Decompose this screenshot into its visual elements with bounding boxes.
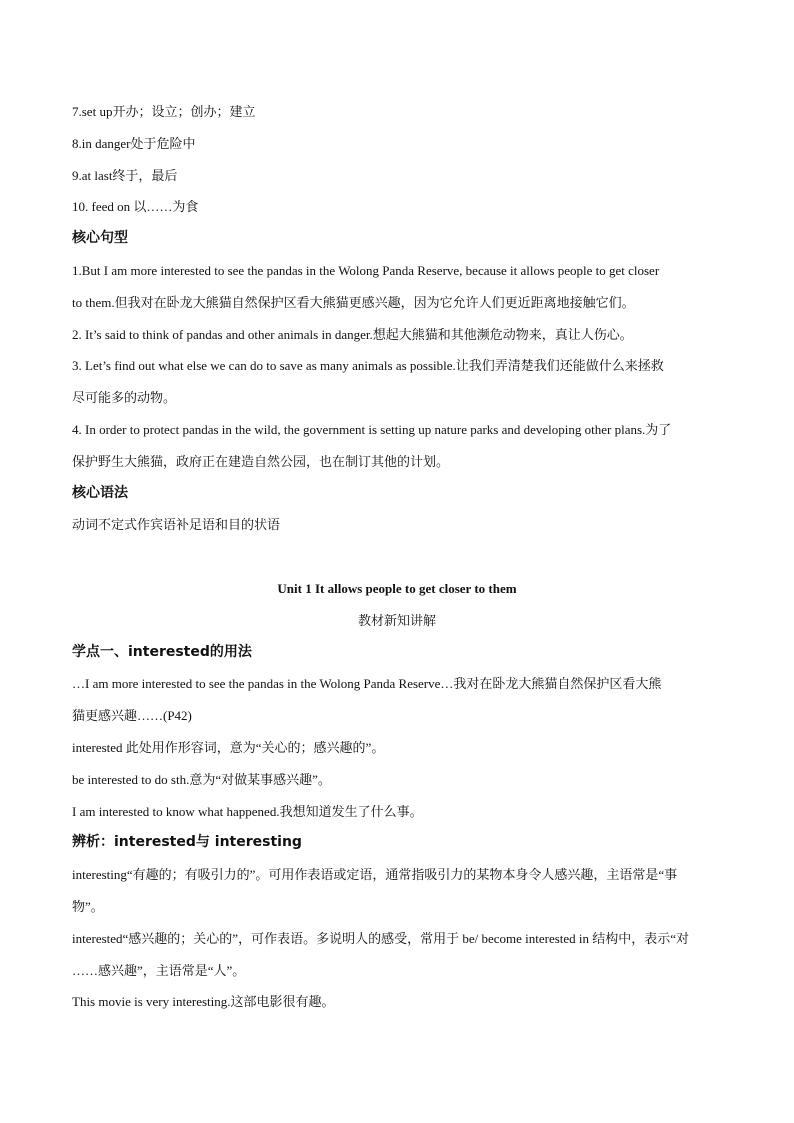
sentence-1-line-1: 1.But I am more interested to see the pandas in the Wolong Panda Reserve, because it allows people to get closer (72, 262, 660, 278)
spacer (72, 541, 722, 573)
analysis-line: ……感兴趣”，主语常是“人”。 (72, 962, 246, 978)
analysis-line: This movie is very interesting.这部电影很有趣。 (72, 994, 335, 1010)
phrase-9: 9.at last终于，最后 (72, 167, 178, 183)
core-sentences-heading: 核心句型 (72, 230, 128, 247)
phrase-8: 8.in danger处于危险中 (72, 135, 196, 151)
core-grammar-heading: 核心语法 (72, 484, 128, 501)
analysis-line: interested“感兴趣的；关心的”，可作表语。多说明人的感受，常用于 be/ become interested in 结构中，表示“对 (72, 930, 690, 946)
sentence-3-line-1: 3. Let’s find out what else we can do to save as many animals as possible.让我们弄清楚我们还能做什么来拯救 (72, 358, 664, 374)
sentence-4-line-2: 保护野生大熊猫，政府正在建造自然公园，也在制订其他的计划。 (72, 453, 450, 469)
sentence-4-line-1: 4. In order to protect pandas in the wild, the government is setting up nature parks and developing other plans.为了 (72, 421, 672, 437)
point1-heading: 学点一、interested的用法 (72, 643, 252, 660)
document-page (72, 96, 722, 1018)
point1-line: interested 此处用作形容词，意为“关心的；感兴趣的”。 (72, 739, 385, 755)
unit-title: Unit 1 It allows people to get closer to them (277, 580, 517, 596)
sentence-1-line-2: to them.但我对在卧龙大熊猫自然保护区看大熊猫更感兴趣，因为它允许人们更近距离地接触它们。 (72, 294, 635, 310)
phrase-10: 10. feed on 以……为食 (72, 199, 199, 215)
analysis-line: interesting“有趣的；有吸引力的”。可用作表语或定语，通常指吸引力的某物本身令人感兴趣，主语常是“事 (72, 867, 678, 883)
unit-subtitle: 教材新知讲解 (357, 612, 436, 628)
point1-line: I am interested to know what happened.我想知道发生了什么事。 (72, 803, 423, 819)
point1-line: be interested to do sth.意为“对做某事感兴趣”。 (72, 771, 331, 787)
sentence-2-line-1: 2. It’s said to think of pandas and other animals in danger.想起大熊猫和其他濒危动物来，真让人伤心。 (72, 326, 633, 342)
analysis-line: 物”。 (72, 898, 104, 914)
phrase-7: 7.set up开办；设立；创办；建立 (72, 104, 256, 119)
sentence-3-line-2: 尽可能多的动物。 (72, 390, 177, 406)
point1-line: 猫更感兴趣……(P42) (72, 708, 192, 724)
point1-line: …I am more interested to see the pandas in the Wolong Panda Reserve…我对在卧龙大熊猫自然保护区看大熊 (72, 676, 662, 692)
core-grammar-text: 动词不定式作宾语补足语和目的状语 (72, 517, 281, 533)
analysis-heading: 辨析：interested与 interesting (72, 834, 302, 851)
